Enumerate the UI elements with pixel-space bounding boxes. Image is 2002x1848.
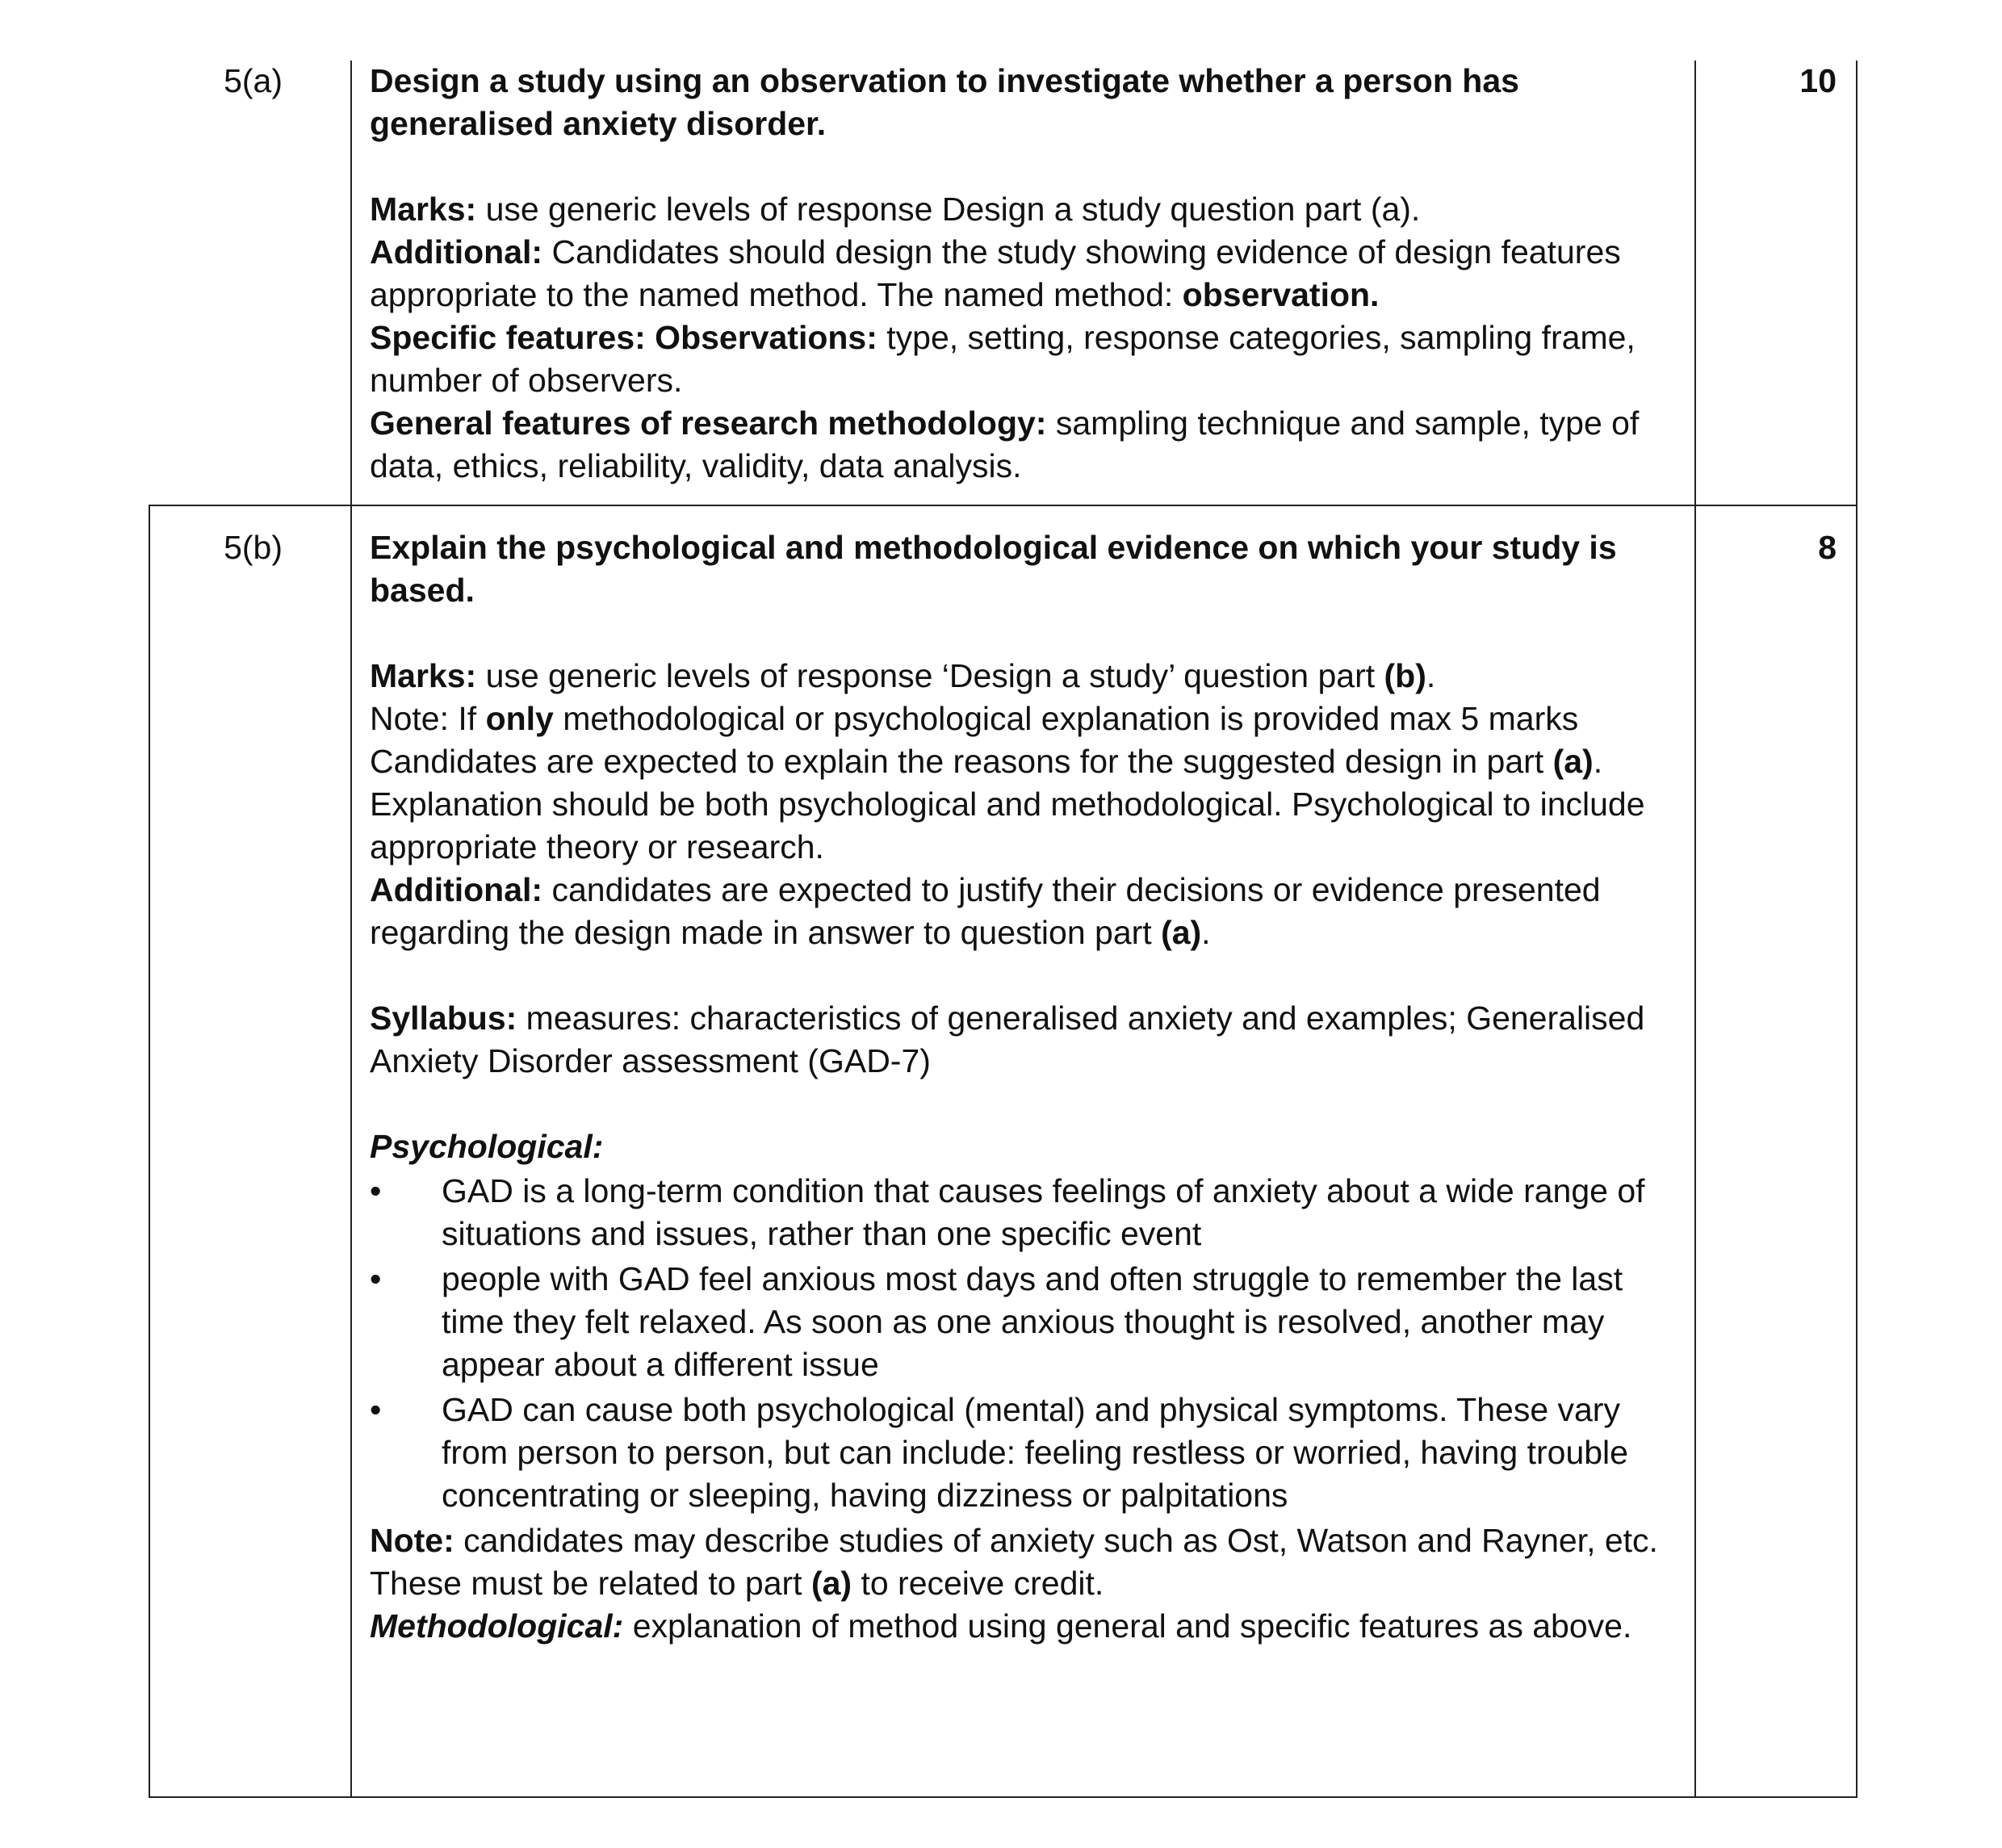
table-border-left bbox=[149, 505, 150, 1798]
question-number: 5(b) bbox=[224, 529, 283, 566]
methodological-guidance: Methodological: explanation of method using general and specific features as above. bbox=[370, 1607, 1632, 1645]
specific-features: Specific features: Observations: type, setting, response categories, sampling frame, number of observers. bbox=[370, 319, 1636, 399]
syllabus-reference: Syllabus: measures: characteristics of generalised anxiety and examples; Generalised Anxiety Disorder assessment (GAD-7) bbox=[370, 999, 1645, 1079]
column-divider-number bbox=[350, 61, 352, 1798]
answer-content bbox=[370, 60, 1677, 488]
bullet-icon: • bbox=[370, 1172, 382, 1209]
general-features: General features of research methodology: sampling technique and sample, type of data, ethics, reliability, validity, data analysis. bbox=[370, 404, 1640, 484]
question-number: 5(a) bbox=[224, 62, 283, 99]
answer-content bbox=[370, 526, 1677, 1648]
bullet-icon: • bbox=[370, 1260, 382, 1297]
studies-note: Note: candidates may describe studies of anxiety such as Ost, Watson and Rayner, etc. These must be related to part (a) to receive credit. bbox=[370, 1522, 1658, 1602]
row-divider bbox=[149, 505, 1858, 506]
marks-value: 10 bbox=[1799, 62, 1837, 99]
list-item: • people with GAD feel anxious most days and often struggle to remember the last time they felt relaxed. As soon as one anxious thought is resolved, another may appear about a different issue bbox=[370, 1258, 1677, 1386]
marks-guidance: Marks: use generic levels of response ‘Design a study’ question part (b). bbox=[370, 657, 1436, 694]
table-border-right bbox=[1856, 61, 1858, 1798]
column-divider-marks bbox=[1694, 61, 1696, 1798]
question-text: Explain the psychological and methodological evidence on which your study is based. bbox=[370, 529, 1617, 609]
expected-explanation: Candidates are expected to explain the reasons for the suggested design in part (a). Explanation should be both psychological and methodological. Psychological to include appropriate theory or research. bbox=[370, 743, 1645, 865]
list-item: • GAD is a long-term condition that causes feelings of anxiety about a wide range of situations and issues, rather than one specific event bbox=[370, 1170, 1677, 1255]
marks-guidance: Marks: use generic levels of response Design a study question part (a). bbox=[370, 191, 1421, 228]
question-text: Design a study using an observation to investigate whether a person has generalised anxiety disorder. bbox=[370, 62, 1519, 142]
bullet-icon: • bbox=[370, 1391, 382, 1428]
additional-guidance: Additional: Candidates should design the study showing evidence of design features appropriate to the named method. The named method: observation. bbox=[370, 233, 1621, 313]
table-border-bottom bbox=[149, 1796, 1858, 1798]
max-marks-note: Note: If only methodological or psychological explanation is provided max 5 marks bbox=[370, 700, 1579, 737]
psychological-heading: Psychological: bbox=[370, 1128, 604, 1165]
additional-guidance: Additional: candidates are expected to justify their decisions or evidence presented regarding the design made in answer to question part (a). bbox=[370, 871, 1601, 951]
psychological-points bbox=[370, 1170, 1677, 1517]
marks-value: 8 bbox=[1818, 529, 1837, 566]
list-item: • GAD can cause both psychological (mental) and physical symptoms. These vary from person to person, but can include: feeling restless or worried, having trouble concentrating or sleeping, having dizziness or palpitations bbox=[370, 1389, 1677, 1517]
